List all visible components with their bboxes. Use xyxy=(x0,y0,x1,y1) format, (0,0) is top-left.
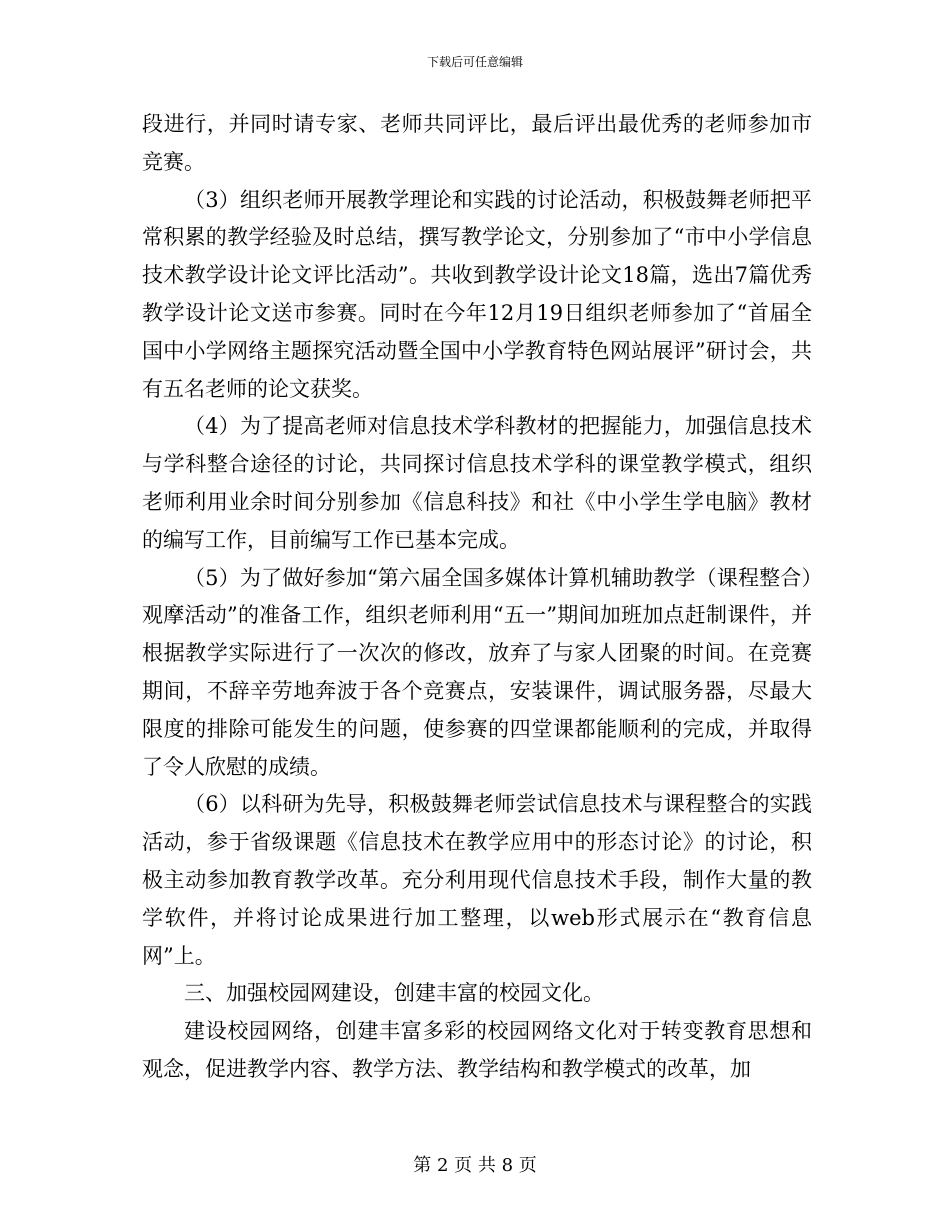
page-footer: 第 2 页 共 8 页 xyxy=(413,1155,537,1176)
paragraph-continuation: 段进行，并同时请专家、老师共同评比，最后评出最优秀的老师参加市竞赛。 xyxy=(142,112,812,174)
page-header: 下载后可任意编辑 xyxy=(426,55,523,69)
paragraph-item-4: （4）为了提高老师对信息技术学科教材的把握能力，加强信息技术与学科整合途径的讨论，共同探讨信息技术学科的课堂教学模式，组织老师利用业余时间分别参加《信息科技》和社《中小学生学电脑》教材的编写工作，目前编写工作已基本完成。 xyxy=(142,414,812,552)
paragraph-item-5: （5）为了做好参加“第六届全国多媒体计算机辅助教学（课程整合）观摩活动”的准备工作，组织老师利用“五一”期间加班加点赶制课件，并根据教学实际进行了一次次的修改，放弃了与家人团聚的时间。在竞赛期间，不辞辛劳地奔波于各个竞赛点，安装课件，调试服务器，尽最大限度的排除可能发生的问题，使参赛的四堂课都能顺利的完成，并取得了令人欣慰的成绩。 xyxy=(142,565,812,779)
section-heading: 三、加强校园网建设，创建丰富的校园文化。 xyxy=(184,981,604,1006)
paragraph-item-6: （6）以科研为先导，积极鼓舞老师尝试信息技术与课程整合的实践活动，参于省级课题《信息技术在教学应用中的形态讨论》的讨论，积极主动参加教育教学改革。充分利用现代信息技术手段，制作大量的教学软件，并将讨论成果进行加工整理，以web形式展示在“教育信息网”上。 xyxy=(142,792,812,968)
paragraph-item-3: （3）组织老师开展教学理论和实践的讨论活动，积极鼓舞老师把平常积累的教学经验及时总结，撰写教学论文，分别参加了“市中小学信息技术教学设计论文评比活动”。共收到教学设计论文18篇，选出7篇优秀教学设计论文送市参赛。同时在今年12月19日组织老师参加了“首届全国中小学网络主题探究活动暨全国中小学教育特色网站展评”研讨会，共有五名老师的论文获奖。 xyxy=(142,187,812,401)
paragraph-campus-network: 建设校园网络，创建丰富多彩的校园网络文化对于转变教育思想和观念，促进教学内容、教学方法、教学结构和教学模式的改革，加 xyxy=(142,1019,812,1081)
document-body xyxy=(142,106,812,1089)
